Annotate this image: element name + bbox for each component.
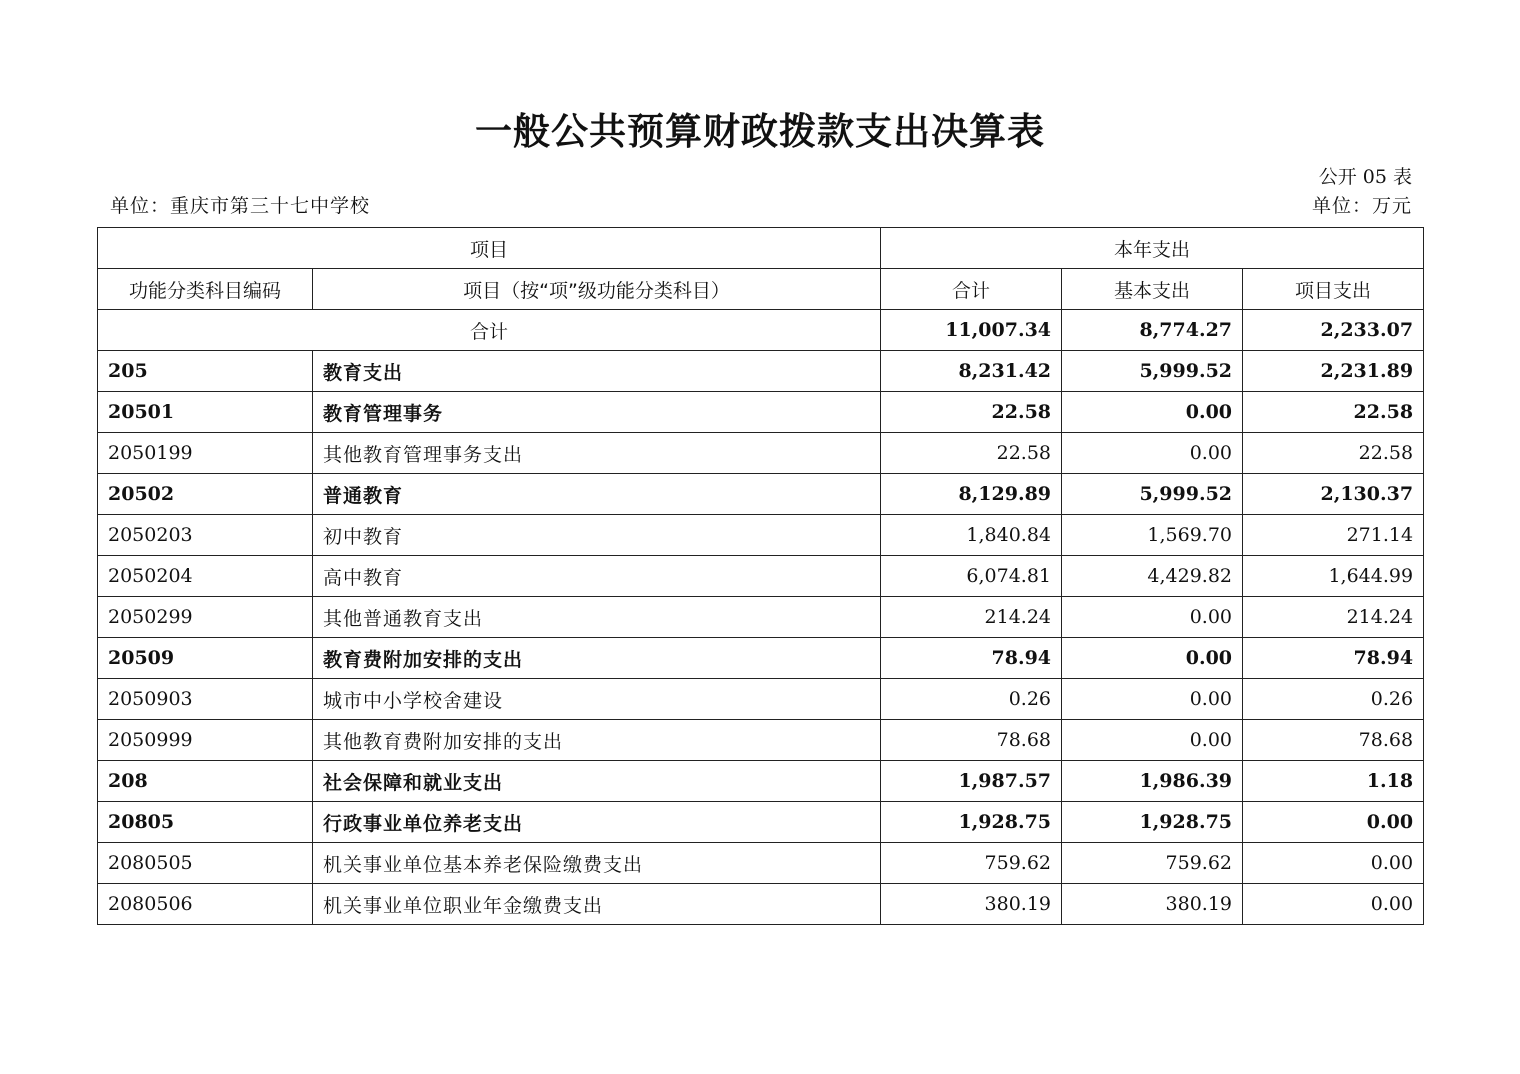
table-row <box>98 392 1424 433</box>
row-name: 高中教育 <box>313 556 881 597</box>
row-total: 0.26 <box>881 679 1062 720</box>
row-name: 机关事业单位职业年金缴费支出 <box>313 884 881 925</box>
total-project: 2,233.07 <box>1243 310 1424 351</box>
table-row <box>98 638 1424 679</box>
row-code: 2050299 <box>98 597 313 638</box>
row-code: 205 <box>98 351 313 392</box>
row-code: 2050903 <box>98 679 313 720</box>
column-header-code: 功能分类科目编码 <box>98 269 313 310</box>
budget-table <box>97 227 1424 925</box>
header-row-columns <box>98 269 1424 310</box>
row-name: 教育管理事务 <box>313 392 881 433</box>
row-name: 教育费附加安排的支出 <box>313 638 881 679</box>
row-code: 2050199 <box>98 433 313 474</box>
total-label: 合计 <box>98 310 881 351</box>
row-basic: 1,569.70 <box>1062 515 1243 556</box>
row-project: 214.24 <box>1243 597 1424 638</box>
row-code: 2050999 <box>98 720 313 761</box>
row-total: 1,928.75 <box>881 802 1062 843</box>
row-name: 机关事业单位基本养老保险缴费支出 <box>313 843 881 884</box>
row-total: 78.94 <box>881 638 1062 679</box>
row-project: 78.94 <box>1243 638 1424 679</box>
table-row <box>98 679 1424 720</box>
row-name: 教育支出 <box>313 351 881 392</box>
total-amount: 11,007.34 <box>881 310 1062 351</box>
row-project: 78.68 <box>1243 720 1424 761</box>
table-row <box>98 720 1424 761</box>
row-total: 1,840.84 <box>881 515 1062 556</box>
row-basic: 759.62 <box>1062 843 1243 884</box>
table-row <box>98 884 1424 925</box>
table-row <box>98 515 1424 556</box>
row-total: 214.24 <box>881 597 1062 638</box>
table-row <box>98 597 1424 638</box>
row-basic: 4,429.82 <box>1062 556 1243 597</box>
row-project: 22.58 <box>1243 433 1424 474</box>
row-name: 其他教育管理事务支出 <box>313 433 881 474</box>
table-row <box>98 556 1424 597</box>
row-basic: 0.00 <box>1062 679 1243 720</box>
table-row <box>98 761 1424 802</box>
column-header-name: 项目（按“项”级功能分类科目） <box>313 269 881 310</box>
row-basic: 5,999.52 <box>1062 474 1243 515</box>
row-name: 社会保障和就业支出 <box>313 761 881 802</box>
row-name: 其他普通教育支出 <box>313 597 881 638</box>
total-row <box>98 310 1424 351</box>
row-basic: 0.00 <box>1062 638 1243 679</box>
row-project: 22.58 <box>1243 392 1424 433</box>
row-project: 1.18 <box>1243 761 1424 802</box>
header-year-expense: 本年支出 <box>881 228 1424 269</box>
row-code: 2080505 <box>98 843 313 884</box>
row-total: 6,074.81 <box>881 556 1062 597</box>
table-row <box>98 433 1424 474</box>
row-code: 2050203 <box>98 515 313 556</box>
header-row-top <box>98 228 1424 269</box>
row-project: 0.00 <box>1243 843 1424 884</box>
row-code: 20502 <box>98 474 313 515</box>
row-name: 行政事业单位养老支出 <box>313 802 881 843</box>
table-row <box>98 474 1424 515</box>
document-title: 一般公共预算财政拨款支出决算表 <box>475 110 1045 153</box>
row-total: 380.19 <box>881 884 1062 925</box>
column-header-total: 合计 <box>881 269 1062 310</box>
row-basic: 1,928.75 <box>1062 802 1243 843</box>
form-number: 公开 05 表 <box>1318 166 1412 188</box>
row-code: 20509 <box>98 638 313 679</box>
row-code: 2050204 <box>98 556 313 597</box>
row-total: 78.68 <box>881 720 1062 761</box>
row-basic: 1,986.39 <box>1062 761 1243 802</box>
row-project: 0.00 <box>1243 802 1424 843</box>
column-header-basic: 基本支出 <box>1062 269 1243 310</box>
row-name: 普通教育 <box>313 474 881 515</box>
row-code: 208 <box>98 761 313 802</box>
row-basic: 0.00 <box>1062 720 1243 761</box>
row-project: 2,130.37 <box>1243 474 1424 515</box>
row-code: 20805 <box>98 802 313 843</box>
row-basic: 5,999.52 <box>1062 351 1243 392</box>
row-project: 0.00 <box>1243 884 1424 925</box>
total-basic: 8,774.27 <box>1062 310 1243 351</box>
row-basic: 380.19 <box>1062 884 1243 925</box>
row-total: 22.58 <box>881 392 1062 433</box>
row-project: 271.14 <box>1243 515 1424 556</box>
table-row <box>98 843 1424 884</box>
table-row <box>98 802 1424 843</box>
row-code: 2080506 <box>98 884 313 925</box>
header-project: 项目 <box>98 228 881 269</box>
row-code: 20501 <box>98 392 313 433</box>
unit-currency: 单位：万元 <box>1311 195 1412 217</box>
row-name: 其他教育费附加安排的支出 <box>313 720 881 761</box>
table-row <box>98 351 1424 392</box>
column-header-project: 项目支出 <box>1243 269 1424 310</box>
row-name: 初中教育 <box>313 515 881 556</box>
row-project: 2,231.89 <box>1243 351 1424 392</box>
unit-organization: 单位：重庆市第三十七中学校 <box>110 195 371 217</box>
row-project: 1,644.99 <box>1243 556 1424 597</box>
row-total: 8,231.42 <box>881 351 1062 392</box>
row-basic: 0.00 <box>1062 433 1243 474</box>
row-total: 1,987.57 <box>881 761 1062 802</box>
row-total: 759.62 <box>881 843 1062 884</box>
row-total: 22.58 <box>881 433 1062 474</box>
row-project: 0.26 <box>1243 679 1424 720</box>
row-total: 8,129.89 <box>881 474 1062 515</box>
row-basic: 0.00 <box>1062 597 1243 638</box>
row-basic: 0.00 <box>1062 392 1243 433</box>
row-name: 城市中小学校舍建设 <box>313 679 881 720</box>
